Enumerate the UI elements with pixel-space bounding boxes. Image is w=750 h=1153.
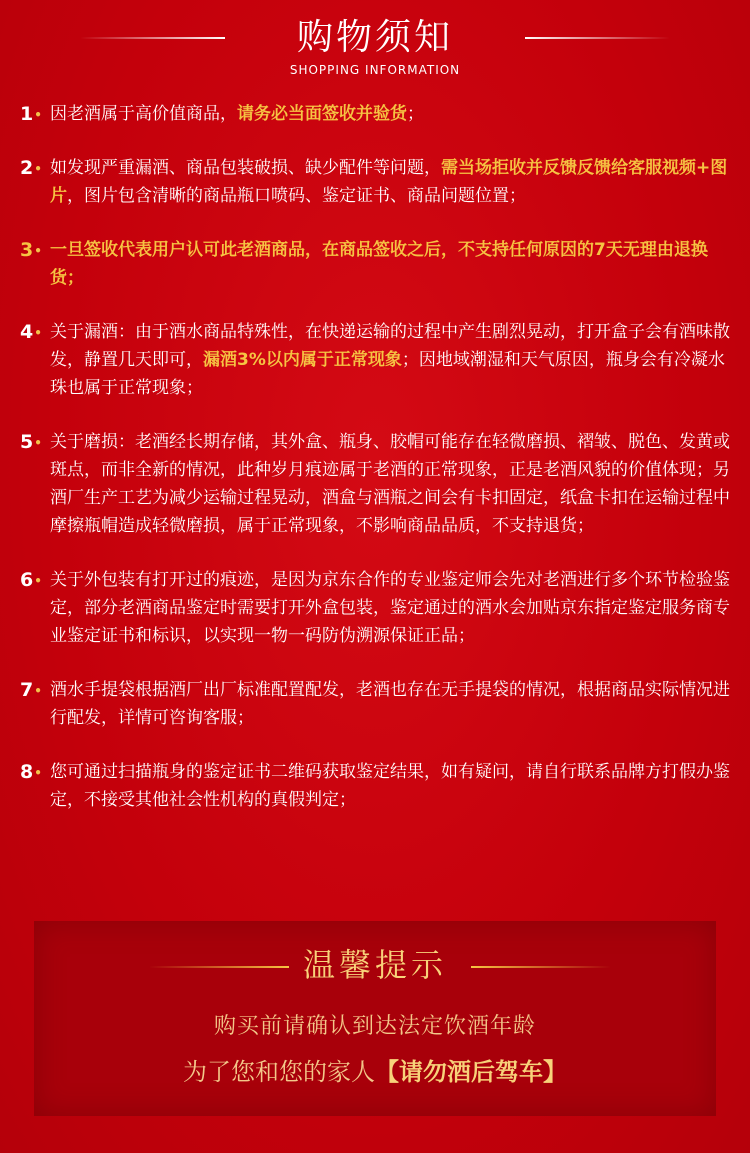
notice-list [20,100,732,840]
notice-item-number: 3• [20,239,42,261]
notice-text: 关于磨损：老酒经长期存储，其外盒、瓶身、胶帽可能存在轻微磨损、褶皱、脱色、发黄或斑点，而非全新的情况，此种岁月痕迹属于老酒的正常现象，正是老酒风貌的价值体现；另酒厂生产工艺为减少运输过程晃动，酒盒与酒瓶之间会有卡扣固定，纸盒卡扣在运输过程中摩擦瓶帽造成轻微磨损，属于正常现象，不影响商品品质，不支持退货； [50,432,730,536]
header-divider-right [525,37,670,39]
notice-text: 关于外包装有打开过的痕迹，是因为京东合作的专业鉴定师会先对老酒进行多个环节检验鉴定，部分老酒商品鉴定时需要打开外盒包装，鉴定通过的酒水会加贴京东指定鉴定服务商专业鉴定证书和标识，以实现一物一码防伪溯源保证正品； [50,570,730,646]
notice-text: ；因地域潮湿和天气原因，瓶身会有冷凝水珠也属于正常现象； [50,350,725,398]
notice-highlight-text: 请务必当面签收并验货 [237,104,407,124]
notice-item-number: 2• [20,157,42,179]
tips-divider-right [471,966,611,968]
notice-item-number: 5• [20,431,42,453]
notice-text: 您可通过扫描瓶身的鉴定证书二维码获取鉴定结果，如有疑问，请自行联系品牌方打假办鉴定，不接受其他社会性机构的真假判定； [50,762,730,810]
notice-text: ，图片包含清晰的商品瓶口喷码、鉴定证书、商品问题位置； [67,186,526,206]
notice-item-number: 1• [20,103,42,125]
notice-item [20,100,732,128]
notice-text: 一旦签收代表用户认可此老酒商品，在商品签收之后，不支持任何原因的7天无理由退换货 [50,240,708,288]
notice-text: 如发现严重漏酒、商品包装破损、缺少配件等问题， [50,158,441,178]
notice-item [20,566,732,650]
notice-item [20,428,732,540]
warm-tips-box [34,921,716,1116]
notice-highlight-text: 漏酒3%以内属于正常现象 [203,350,402,370]
notice-item [20,236,732,292]
notice-item [20,676,732,732]
notice-item-number: 8• [20,761,42,783]
notice-item [20,318,732,402]
notice-item-number: 7• [20,679,42,701]
notice-text: 酒水手提袋根据酒厂出厂标准配置配发，老酒也存在无手提袋的情况，根据商品实际情况进行配发，详情可咨询客服； [50,680,730,728]
notice-text: 因老酒属于高价值商品， [50,104,237,124]
tips-drive-emphasis: 【请勿酒后驾车】 [375,1058,567,1086]
notice-item [20,154,732,210]
notice-text: ； [407,104,424,124]
notice-highlight-text: 需当场拒收并反馈反馈给客服视频+图片 [50,158,728,206]
notice-text: ； [67,268,84,288]
tips-age-notice: 购买前请确认到达法定饮酒年龄 [213,1014,536,1039]
notice-item-number: 4• [20,321,42,343]
notice-item [20,758,732,814]
page-subtitle: SHOPPING INFORMATION [289,63,461,77]
tips-title: 温馨提示 [302,946,447,984]
notice-item-number: 6• [20,569,42,591]
tips-drive-notice [34,1055,716,1089]
tips-drive-prefix: 为了您和您的家人 [183,1058,375,1086]
page-title: 购物须知 [296,17,453,58]
header [0,0,750,90]
notice-text: 关于漏酒：由于酒水商品特殊性，在快递运输的过程中产生剧烈晃动，打开盒子会有酒味散发，静置几天即可， [50,322,730,370]
